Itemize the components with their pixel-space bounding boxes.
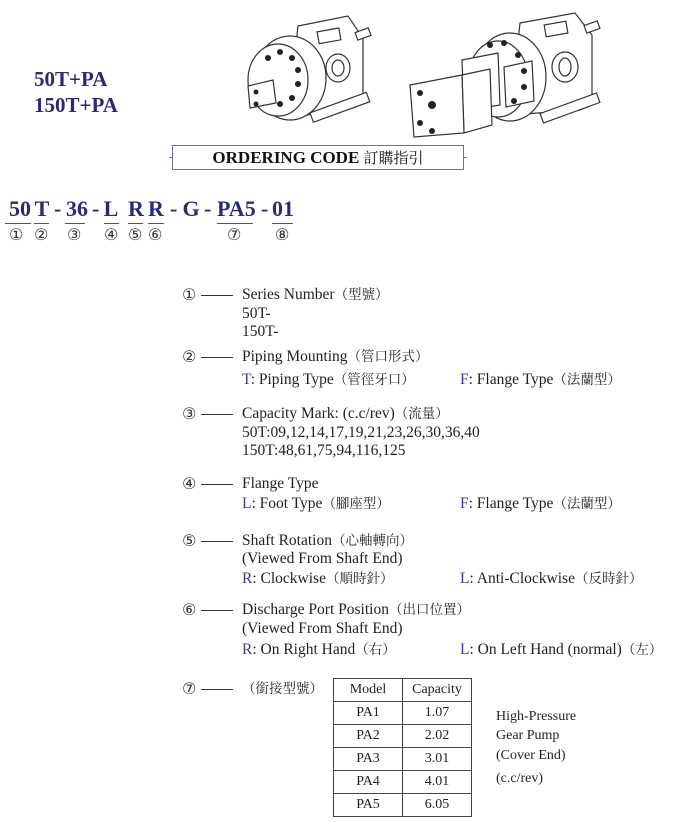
table-cell: PA4 — [334, 771, 403, 794]
code-number-4: ④ — [104, 225, 119, 244]
code-segment-capacity: 36 — [66, 196, 88, 221]
section-4-number: ④ — [182, 474, 197, 493]
code-segment-piping: T — [34, 196, 50, 221]
capacity-list-50t: 50T:09,12,14,17,19,21,23,26,30,36,40 — [242, 424, 480, 441]
table-cell: 2.02 — [403, 725, 472, 748]
code-segment-flange: L — [103, 196, 119, 221]
pump-illustration-left — [228, 8, 378, 133]
code-segment-rotation: R — [128, 196, 144, 221]
code-number-6: ⑥ — [148, 225, 163, 244]
table-row — [334, 794, 472, 817]
leader-line — [201, 295, 233, 296]
pa-note-line: (Cover End) — [496, 748, 566, 763]
leader-line — [201, 610, 233, 611]
table-header-model: Model — [334, 679, 403, 702]
code-underline — [217, 223, 253, 224]
table-row — [334, 748, 472, 771]
port-option-l: L: On Left Hand (normal)（左） — [460, 641, 663, 658]
section-7-title: （銜接型號） — [242, 681, 323, 697]
code-number-2: ② — [34, 225, 49, 244]
code-segment-series: 50 — [9, 196, 31, 221]
table-cell: PA5 — [334, 794, 403, 817]
section-1-number: ① — [182, 285, 197, 304]
ordering-code-header — [172, 145, 464, 170]
table-header-capacity: Capacity — [403, 679, 472, 702]
section-6-subtitle: (Viewed From Shaft End) — [242, 620, 403, 637]
pa-note-line: Gear Pump — [496, 728, 560, 743]
table-cell: PA1 — [334, 702, 403, 725]
ordering-code-label: ORDERING CODE — [212, 148, 360, 167]
section-6-title: Discharge Port Position（出口位置） — [242, 601, 470, 618]
code-segment-port: R — [148, 196, 164, 221]
code-separator: - — [261, 196, 269, 221]
code-separator: - — [204, 196, 212, 221]
code-underline — [5, 223, 31, 224]
section-3-number: ③ — [182, 404, 197, 423]
section-5-number: ⑤ — [182, 531, 197, 550]
series-option-50t: 50T- — [242, 305, 271, 322]
table-cell: PA3 — [334, 748, 403, 771]
pa-note-line: (c.c/rev) — [496, 771, 544, 786]
leader-line — [201, 414, 233, 415]
code-number-3: ③ — [67, 225, 82, 244]
table-cell: 4.01 — [403, 771, 472, 794]
pa-capacity-table — [333, 678, 472, 817]
pa-note-line: High-Pressure — [496, 709, 577, 724]
port-option-r: R: On Right Hand（右） — [242, 641, 396, 658]
product-title-150t: 150T+PA — [34, 93, 118, 117]
leader-line — [201, 357, 233, 358]
table-cell: PA2 — [334, 725, 403, 748]
section-1-title: Series Number（型號） — [242, 286, 389, 303]
table-row — [334, 725, 472, 748]
series-option-150t: 150T- — [242, 323, 279, 340]
code-underline — [34, 223, 49, 224]
code-underline — [128, 223, 143, 224]
code-number-8: ⑧ — [275, 225, 290, 244]
section-5-subtitle: (Viewed From Shaft End) — [242, 550, 403, 567]
leader-line — [201, 689, 233, 690]
pump-illustration-right — [400, 5, 605, 140]
code-segment-pa: PA5 — [217, 196, 256, 221]
code-separator: - — [54, 196, 62, 221]
rotation-option-r: R: Clockwise（順時針） — [242, 570, 394, 587]
product-title-50t: 50T+PA — [34, 67, 108, 91]
table-row — [334, 771, 472, 794]
table-row — [334, 702, 472, 725]
piping-option-t: T: Piping Type（管徑牙口） — [242, 371, 415, 388]
table-cell: 1.07 — [403, 702, 472, 725]
table-cell: 6.05 — [403, 794, 472, 817]
section-2-number: ② — [182, 347, 197, 366]
code-number-7: ⑦ — [227, 225, 242, 244]
section-5-title: Shaft Rotation（心軸轉向） — [242, 532, 413, 549]
code-separator: - — [170, 196, 178, 221]
flange-option-l: L: Foot Type（腳座型） — [242, 495, 390, 512]
section-4-title: Flange Type — [242, 475, 319, 492]
leader-line — [201, 541, 233, 542]
code-number-5: ⑤ — [128, 225, 143, 244]
section-3-title: Capacity Mark: (c.c/rev)（流量） — [242, 405, 449, 422]
section-6-number: ⑥ — [182, 600, 197, 619]
code-number-1: ① — [9, 225, 24, 244]
leader-line — [201, 484, 233, 485]
table-header-row — [334, 679, 472, 702]
section-2-title: Piping Mounting（管口形式） — [242, 348, 429, 365]
code-underline — [148, 223, 164, 224]
rotation-option-l: L: Anti-Clockwise（反時針） — [460, 570, 643, 587]
capacity-list-150t: 150T:48,61,75,94,116,125 — [242, 442, 406, 459]
code-segment-suffix: 01 — [272, 196, 294, 221]
code-underline — [65, 223, 85, 224]
code-separator: - — [92, 196, 100, 221]
code-underline — [272, 223, 293, 224]
flange-option-f: F: Flange Type（法蘭型） — [460, 495, 621, 512]
table-cell: 3.01 — [403, 748, 472, 771]
code-segment-g: G — [182, 196, 200, 221]
ordering-code-label-cn: 訂購指引 — [363, 149, 424, 167]
section-7-number: ⑦ — [182, 679, 197, 698]
code-underline — [104, 223, 119, 224]
piping-option-f: F: Flange Type（法蘭型） — [460, 371, 621, 388]
